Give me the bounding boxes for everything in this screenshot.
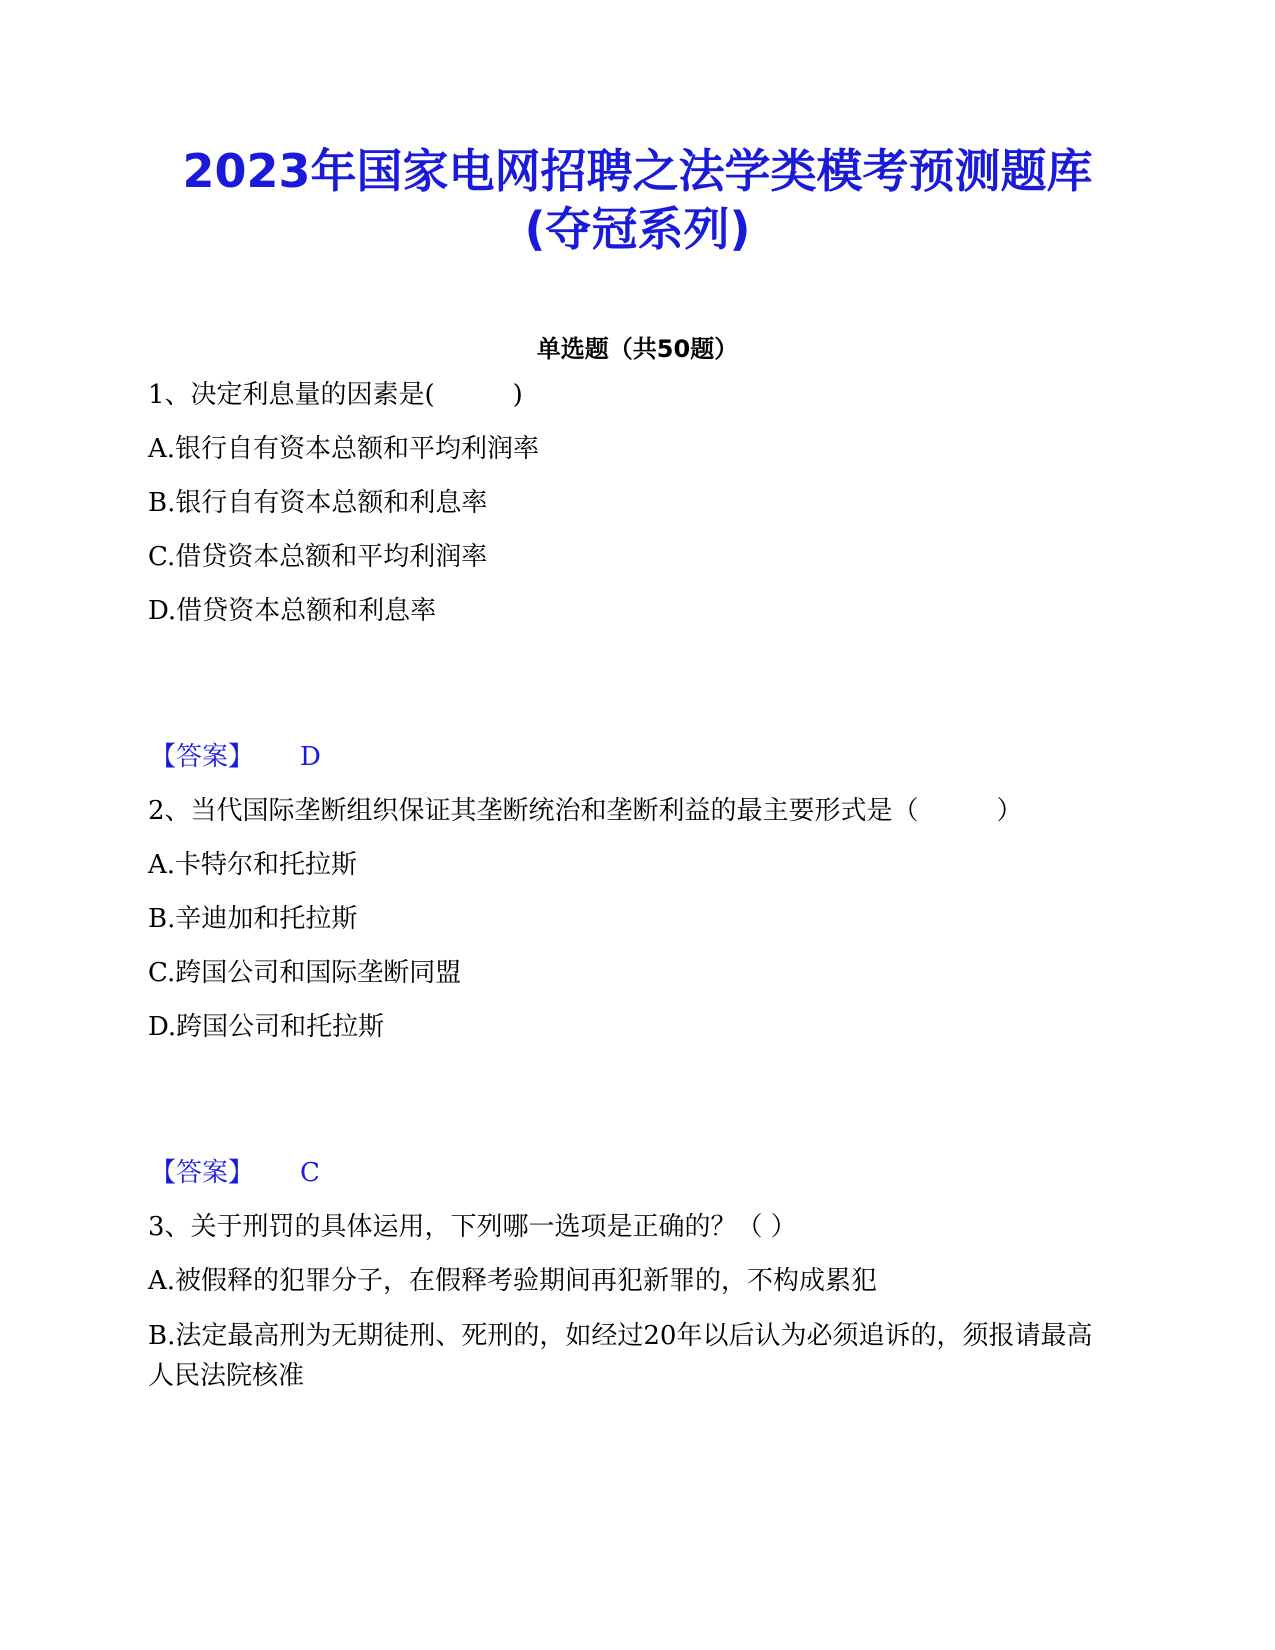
section-header: 单选题（共50题）	[536, 335, 739, 363]
question-3-stem: 3、关于刑罚的具体运用，下列哪一选项是正确的？（ ）	[148, 1212, 797, 1242]
question-2-option-d: D.跨国公司和托拉斯	[148, 1012, 385, 1042]
question-2-stem: 2、当代国际垄断组织保证其垄断统治和垄断利益的最主要形式是（ ）	[148, 796, 1023, 826]
question-3-option-a: A.被假释的犯罪分子，在假释考验期间再犯新罪的，不构成累犯	[148, 1266, 878, 1296]
question-3-option-b: B.法定最高刑为无期徒刑、死刑的，如经过20年以后认为必须追诉的，须报请最高人民法院核准	[148, 1321, 1093, 1391]
question-1-option-c: C.借贷资本总额和平均利润率	[148, 542, 488, 572]
document-title	[100, 142, 1175, 258]
question-2-option-a: A.卡特尔和托拉斯	[148, 850, 358, 880]
question-1-stem: 1、决定利息量的因素是( )	[148, 380, 523, 410]
question-1-answer	[150, 740, 321, 774]
title-line-2: (夺冠系列)	[524, 202, 751, 256]
answer-value: C	[300, 1158, 320, 1188]
question-2-option-b: B.辛迪加和托拉斯	[148, 904, 358, 934]
question-2-answer	[150, 1156, 320, 1190]
question-1-option-a: A.银行自有资本总额和平均利润率	[148, 434, 540, 464]
answer-label: 【答案】	[150, 1158, 255, 1188]
answer-label: 【答案】	[150, 742, 255, 772]
title-line-1: 2023年国家电网招聘之法学类模考预测题库	[182, 144, 1093, 198]
answer-value: D	[300, 742, 321, 772]
question-2-option-c: C.跨国公司和国际垄断同盟	[148, 958, 462, 988]
question-1-option-d: D.借贷资本总额和利息率	[148, 596, 437, 626]
question-1-option-b: B.银行自有资本总额和利息率	[148, 488, 488, 518]
